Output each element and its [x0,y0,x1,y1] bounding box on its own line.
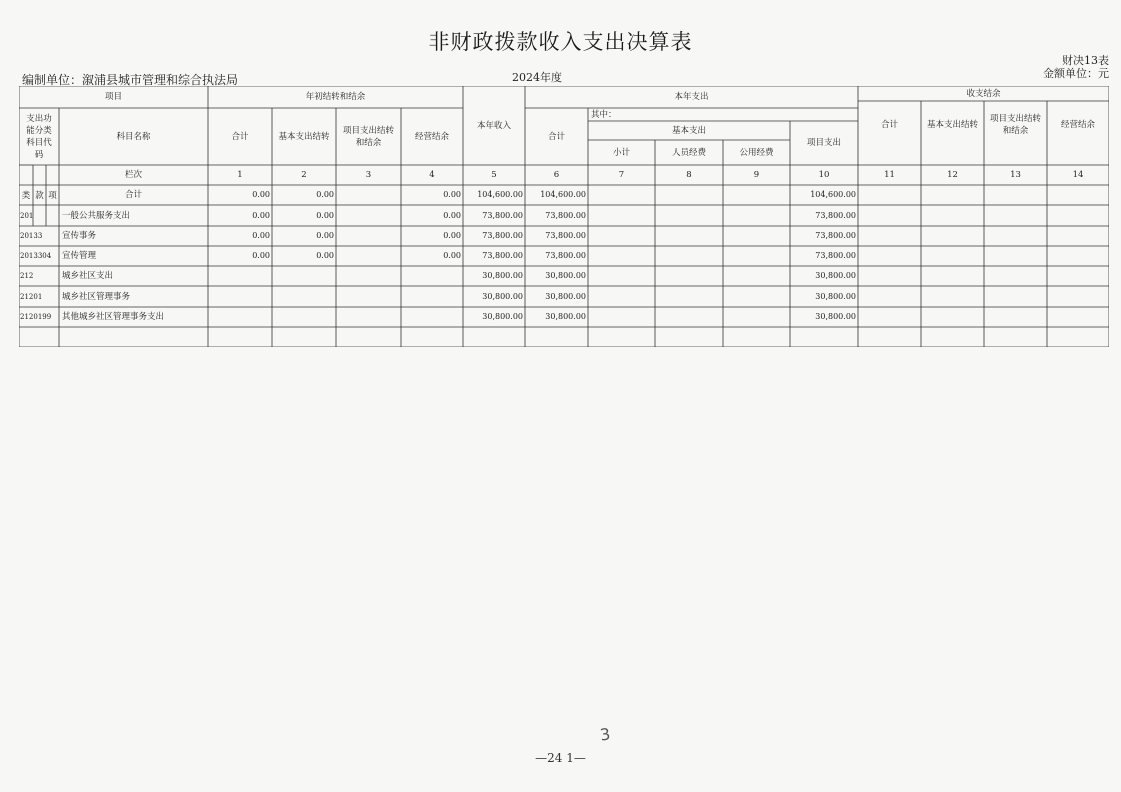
row-value [858,246,921,266]
row-value: 30,800.00 [815,291,856,301]
header-kuan: 款 [35,190,44,201]
row-value: 0.00 [252,251,270,260]
header-project: 项目 [104,92,122,102]
row-value [272,266,336,286]
row-value: 73,800.00 [482,231,523,240]
row-code: 212 [20,272,34,280]
header-opening-group: 年初结转和结余 [305,92,366,102]
row-value: 73,800.00 [545,210,586,220]
header-closing-group: 收支结余 [966,88,1001,99]
header-lei: 类 [21,190,31,201]
row-value [588,246,655,266]
row-code: 21201 [20,292,43,301]
header-closing-total: 合计 [880,120,898,130]
row-value [1047,205,1109,226]
column-number: 10 [818,170,830,180]
row-subject-name: 城乡社区管理事务 [62,291,131,302]
row-value: 0.00 [252,210,270,220]
row-value: 30,800.00 [482,312,523,321]
row-value: 30,800.00 [545,271,586,280]
row-subject-name: 其他城乡社区管理事务支出 [62,312,165,322]
row-value [984,226,1047,246]
row-value [336,266,401,286]
column-number: 5 [491,170,497,180]
column-number: 9 [753,170,760,180]
reporting-unit: 编制单位：溆浦县城市管理和综合执法局 [22,73,239,87]
handwritten-mark: 3 [598,724,612,745]
row-value [984,185,1047,205]
row-value [655,286,723,307]
column-number: 13 [1010,170,1021,180]
report-year: 2024年度 [512,71,562,84]
row-value: 73,800.00 [482,210,523,220]
header-subject-name: 科目名称 [116,131,151,142]
row-value [858,185,921,205]
row-value [655,185,723,205]
row-value [588,266,655,286]
row-value [921,307,984,327]
header-opening-business: 经营结余 [414,131,449,142]
row-value [588,185,655,205]
row-value [984,286,1047,307]
row-value: 104,600.00 [810,190,856,199]
row-value [723,185,790,205]
row-value [336,246,401,266]
column-number: 12 [947,170,958,180]
row-value [336,226,401,246]
row-subject-name: 宣传事务 [62,231,97,241]
row-value: 73,800.00 [815,251,856,260]
row-value: 0.00 [316,190,334,199]
row-value [723,226,790,246]
row-code: 20133 [20,232,43,240]
row-value [1047,286,1109,307]
header-code-label: 支出功能分类科目代码 [26,113,52,160]
page-title: 非财政拨款收入支出决算表 [428,30,693,54]
header-subtotal: 小计 [612,147,630,158]
page-number: —24 1— [535,751,586,765]
row-subject-name: 一般公共服务支出 [62,210,131,221]
row-code: 201 [20,211,34,220]
row-value [723,286,790,307]
row-value [858,266,921,286]
row-value [655,246,723,266]
column-number: 2 [301,170,307,180]
column-number: 11 [884,170,895,180]
row-value [858,307,921,327]
row-value: 30,800.00 [815,271,856,280]
row-value: 30,800.00 [545,291,586,301]
row-value: 73,800.00 [482,251,523,260]
row-value [858,286,921,307]
row-value: 104,600.00 [540,190,586,199]
row-value [1047,226,1109,246]
row-value [723,205,790,226]
row-value: 0.00 [316,210,334,220]
column-number: 14 [1072,170,1084,180]
row-value: 0.00 [316,231,334,240]
row-value: 30,800.00 [815,312,856,321]
row-value [401,266,463,286]
row-value [921,185,984,205]
header-closing-business: 经营结余 [1060,120,1095,130]
row-value [655,266,723,286]
row-value [208,286,272,307]
row-value [1047,266,1109,286]
row-value: 104,600.00 [477,190,523,199]
header-xiang: 项 [48,190,57,201]
row-value: 0.00 [443,190,461,199]
column-number: 3 [365,170,372,180]
row-value [858,226,921,246]
header-opening-project: 项目支出结转和结余 [342,125,394,148]
row-value [1047,307,1109,327]
row-value [921,266,984,286]
row-value: 0.00 [443,231,461,240]
column-number: 6 [553,170,560,180]
row-code: 2120199 [20,313,52,321]
header-public-exp: 公用经费 [739,147,774,158]
column-number: 4 [429,170,435,180]
form-number: 财决13表 [1062,54,1109,67]
row-subject-name: 城乡社区支出 [62,271,114,281]
row-value [588,205,655,226]
header-opening-total: 合计 [231,131,249,142]
row-value: 0.00 [443,210,461,220]
row-value: 30,800.00 [482,291,523,301]
row-value [588,286,655,307]
row-value [272,286,336,307]
row-subject-name: 合计 [124,190,142,200]
column-number: 7 [618,170,625,180]
row-value: 73,800.00 [815,210,856,220]
row-value [588,307,655,327]
row-value [921,226,984,246]
row-value [858,205,921,226]
row-value [208,307,272,327]
row-value [921,246,984,266]
header-closing-basic: 基本支出结转 [926,120,978,130]
row-value [401,286,463,307]
row-value: 73,800.00 [545,231,586,240]
header-expend-group: 本年支出 [674,92,709,102]
header-expend-total: 合计 [547,131,565,142]
row-value: 30,800.00 [482,271,523,280]
header-lanci: 栏次 [124,170,142,180]
header-income: 本年收入 [476,120,511,131]
row-value [984,307,1047,327]
row-value [984,205,1047,226]
row-value [723,246,790,266]
row-value: 73,800.00 [815,231,856,240]
row-value [1047,246,1109,266]
header-basic-exp: 基本支出 [671,125,706,136]
row-value [921,205,984,226]
row-value: 0.00 [252,231,270,240]
row-subject-name: 宣传管理 [62,251,97,261]
row-value [588,226,655,246]
row-value [336,307,401,327]
row-value: 0.00 [252,190,270,199]
row-value [1047,185,1109,205]
row-value [336,286,401,307]
row-value [723,307,790,327]
row-value [723,266,790,286]
row-value [272,307,336,327]
row-value [921,286,984,307]
row-code: 2013304 [20,252,52,260]
final-accounts-table [19,86,1109,347]
row-value [336,185,401,205]
row-value [655,226,723,246]
row-value [655,307,723,327]
row-value: 0.00 [443,251,461,260]
column-number: 1 [237,170,243,180]
header-personnel: 人员经费 [671,147,706,158]
row-value [984,266,1047,286]
row-value: 73,800.00 [545,251,586,260]
header-closing-project: 项目支出结转和结余 [989,114,1041,136]
row-value [336,205,401,226]
row-value [401,307,463,327]
header-project-exp: 项目支出 [806,138,841,148]
header-qizhong: 其中： [591,109,617,120]
row-value [984,246,1047,266]
row-value: 30,800.00 [545,312,586,321]
row-value [208,266,272,286]
row-value: 0.00 [316,251,334,260]
header-opening-basic: 基本支出结转 [278,131,330,142]
currency-unit: 金额单位：元 [1043,67,1109,80]
column-number: 8 [686,170,692,180]
row-value [655,205,723,226]
